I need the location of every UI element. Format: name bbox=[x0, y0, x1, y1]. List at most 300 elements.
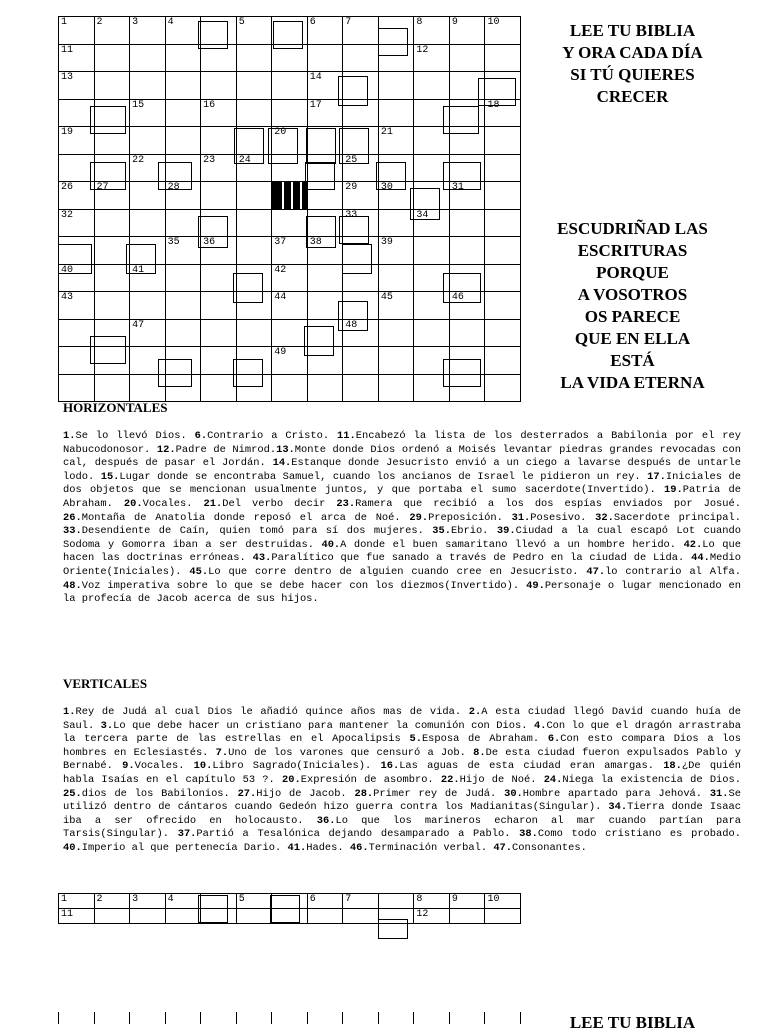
clue-text: Con esto compara Dios a los hombres en Eclesiastés. bbox=[63, 733, 741, 759]
grid-cell[interactable] bbox=[165, 264, 202, 293]
clue-number-label: 42. bbox=[683, 538, 703, 551]
grid-cell[interactable] bbox=[129, 893, 166, 909]
grid-cell[interactable] bbox=[200, 319, 237, 348]
grid-cell[interactable] bbox=[94, 374, 131, 403]
grid-cell[interactable] bbox=[484, 16, 521, 45]
grid-line bbox=[484, 1012, 485, 1024]
clue-text: Uno de los varones que censuró a Job. bbox=[228, 746, 474, 759]
misaligned-box bbox=[339, 128, 369, 164]
clue-number-label: 49. bbox=[526, 579, 545, 592]
grid-cell[interactable] bbox=[378, 374, 415, 403]
misaligned-box bbox=[233, 359, 263, 387]
misaligned-box bbox=[443, 162, 481, 190]
vertical-clues bbox=[63, 706, 741, 856]
clue-number-label: 40. bbox=[63, 841, 82, 854]
clue-text: Encabezó la lista de los desterrados a Babilonia por el rey Nabucodonosor. bbox=[63, 430, 741, 456]
grid-cell[interactable] bbox=[307, 44, 344, 73]
clue-number-label: 47. bbox=[586, 565, 606, 578]
misaligned-box bbox=[158, 162, 192, 190]
clue-number: 21 bbox=[380, 127, 393, 138]
clue-number: 8 bbox=[416, 17, 423, 28]
clue-number-label: 9. bbox=[122, 760, 135, 773]
grid-cell[interactable] bbox=[342, 893, 379, 909]
grid-cell[interactable] bbox=[271, 209, 308, 238]
grid-cell[interactable] bbox=[58, 71, 95, 100]
clue-text: Preposición. bbox=[428, 511, 512, 524]
clue-number: 38 bbox=[309, 237, 322, 248]
grid-cell[interactable] bbox=[94, 16, 131, 45]
grid-cell[interactable] bbox=[129, 71, 166, 100]
clue-text: Vocales. bbox=[142, 497, 204, 510]
clue-number-label: 44. bbox=[691, 552, 710, 565]
grid-cell[interactable] bbox=[271, 71, 308, 100]
clue-text: Hades. bbox=[306, 841, 350, 854]
crossword-grid bbox=[58, 16, 520, 388]
grid-cell[interactable] bbox=[236, 16, 273, 45]
grid-cell[interactable] bbox=[165, 16, 202, 45]
clue-number: 26 bbox=[61, 182, 74, 193]
clue-text: Terminación verbal. bbox=[368, 841, 494, 854]
grid-line bbox=[413, 1012, 414, 1024]
clue-number-label: 12. bbox=[156, 443, 176, 456]
grid-cell[interactable] bbox=[484, 291, 521, 320]
verse-line: SI TÚ QUIERES bbox=[570, 65, 695, 84]
clue-text: Expresión de asombro. bbox=[300, 773, 441, 786]
grid-cell[interactable] bbox=[484, 181, 521, 210]
clue-number-label: 31. bbox=[511, 511, 531, 524]
grid-cell[interactable] bbox=[378, 346, 415, 375]
grid-cell[interactable] bbox=[342, 346, 379, 375]
misaligned-box bbox=[338, 301, 368, 331]
clue-number-label: 39. bbox=[496, 525, 516, 538]
grid-cell[interactable] bbox=[200, 346, 237, 375]
grid-cell[interactable] bbox=[94, 209, 131, 238]
grid-cell[interactable] bbox=[342, 374, 379, 403]
grid-cell[interactable] bbox=[129, 16, 166, 45]
grid-cell[interactable] bbox=[271, 374, 308, 403]
grid-cell[interactable] bbox=[484, 126, 521, 155]
clue-number: 6 bbox=[309, 894, 316, 905]
clue-number: 19 bbox=[61, 127, 74, 138]
clue-number-label: 37. bbox=[177, 828, 197, 841]
clue-number-label: 16. bbox=[380, 760, 400, 773]
grid-cell[interactable] bbox=[165, 236, 202, 265]
clue-text: Imperio al que pertenecía Dario. bbox=[81, 841, 288, 854]
grid-line bbox=[271, 1012, 272, 1024]
misaligned-box bbox=[378, 28, 408, 56]
clue-number: 15 bbox=[132, 99, 145, 111]
clue-number-label: 27. bbox=[237, 787, 257, 800]
clue-number: 20 bbox=[274, 127, 287, 138]
grid-cell[interactable] bbox=[484, 893, 521, 909]
grid-cell[interactable] bbox=[236, 209, 273, 238]
grid-cell[interactable] bbox=[165, 44, 202, 73]
clue-text: Con lo que el dragón arrastraba la tercera parte de las estrellas en el Apocalipsis bbox=[63, 719, 741, 746]
clue-number: 4 bbox=[167, 894, 174, 905]
clue-text: Voz imperativa sobre lo que se debe hacer con los diezmos(Invertido). bbox=[81, 579, 527, 592]
clue-number: 31 bbox=[451, 182, 464, 193]
misaligned-box bbox=[443, 106, 479, 134]
clue-number: 41 bbox=[132, 264, 145, 276]
grid-cell[interactable] bbox=[165, 99, 202, 128]
clue-number: 22 bbox=[132, 154, 145, 166]
grid-cell[interactable] bbox=[58, 908, 95, 924]
clue-number-label: 34. bbox=[608, 801, 628, 814]
grid-cell[interactable] bbox=[413, 44, 450, 73]
clue-text: Iniciales de dos objetos que se mencionan usualmente juntos, y que portaba el sumo sacerdote(Invertido). bbox=[63, 470, 741, 497]
verse-line: CRECER bbox=[596, 87, 669, 106]
clue-number-label: 10. bbox=[193, 760, 213, 773]
grid-cell[interactable] bbox=[378, 126, 415, 155]
grid-cell[interactable] bbox=[129, 291, 166, 320]
clue-number-label: 8. bbox=[473, 746, 486, 759]
grid-cell[interactable] bbox=[449, 16, 486, 45]
crossword-grid-copy-top bbox=[58, 1012, 520, 1024]
verse-read-bible-copy: LEE TU BIBLIA bbox=[569, 1013, 696, 1032]
grid-cell[interactable] bbox=[449, 319, 486, 348]
clue-text: Montaña de Anatolia donde reposó el arca de Noé. bbox=[81, 511, 410, 524]
verse-line: ESCUDRIÑAD LAS bbox=[557, 219, 708, 238]
grid-cell[interactable] bbox=[271, 264, 308, 293]
grid-cell[interactable] bbox=[413, 16, 450, 45]
grid-cell[interactable] bbox=[236, 44, 273, 73]
clue-number-label: 13. bbox=[276, 443, 295, 456]
misaligned-box bbox=[90, 106, 126, 134]
clue-number: 14 bbox=[309, 72, 322, 83]
clue-number-label: 32. bbox=[595, 511, 614, 524]
grid-cell[interactable] bbox=[413, 908, 450, 924]
horizontal-clues bbox=[63, 430, 741, 607]
clue-number-label: 24. bbox=[543, 773, 563, 786]
misaligned-box bbox=[158, 359, 192, 387]
verticales-heading: VERTICALES bbox=[63, 676, 148, 691]
grid-cell[interactable] bbox=[378, 71, 415, 100]
grid-cell[interactable] bbox=[484, 154, 521, 183]
grid-cell[interactable] bbox=[307, 893, 344, 909]
clue-number-label: 29. bbox=[409, 511, 429, 524]
grid-cell[interactable] bbox=[236, 908, 273, 924]
misaligned-box bbox=[305, 162, 335, 190]
clue-text: Personaje o lugar mencionado en la profecía de Jacob acerca de sus hijos. bbox=[63, 579, 741, 606]
grid-cell[interactable] bbox=[200, 99, 237, 128]
clue-number: 12 bbox=[416, 909, 429, 920]
grid-cell[interactable] bbox=[484, 346, 521, 375]
verse-line: ESTÁ bbox=[610, 351, 655, 370]
grid-line bbox=[58, 1012, 59, 1024]
grid-cell[interactable] bbox=[484, 908, 521, 924]
block-stripe bbox=[291, 182, 293, 209]
clue-number-label: 45. bbox=[189, 565, 209, 578]
clue-number: 45 bbox=[380, 292, 393, 303]
grid-cell[interactable] bbox=[165, 319, 202, 348]
clue-number-label: 25. bbox=[63, 787, 82, 800]
clue-text: Primer rey de Judá. bbox=[373, 787, 505, 800]
grid-line bbox=[94, 1012, 95, 1024]
clue-number: 27 bbox=[96, 182, 109, 193]
clue-number-label: 2. bbox=[468, 706, 482, 718]
clue-text: Las aguas de esta ciudad eran amargas. bbox=[399, 760, 664, 773]
grid-cell[interactable] bbox=[484, 209, 521, 238]
grid-cell[interactable] bbox=[165, 893, 202, 909]
clue-number-label: 4. bbox=[533, 719, 547, 732]
clue-number-label: 22. bbox=[440, 773, 460, 786]
clue-number-label: 14. bbox=[272, 457, 292, 470]
clue-number-label: 36. bbox=[316, 814, 336, 827]
misaligned-box bbox=[268, 128, 298, 164]
grid-cell[interactable] bbox=[484, 374, 521, 403]
grid-line bbox=[449, 1012, 450, 1024]
clue-text: A donde el buen samaritano llevó a un hombre herido. bbox=[340, 538, 684, 551]
clue-number: 3 bbox=[132, 894, 139, 905]
grid-cell[interactable] bbox=[413, 893, 450, 909]
verse-line: PORQUE bbox=[596, 263, 669, 282]
grid-cell[interactable] bbox=[484, 236, 521, 265]
verse-line: LEE TU BIBLIA bbox=[569, 21, 696, 40]
grid-cell[interactable] bbox=[449, 908, 486, 924]
clue-number: 43 bbox=[61, 292, 74, 303]
clue-number: 25 bbox=[345, 154, 358, 166]
grid-cell[interactable] bbox=[413, 236, 450, 265]
verse-search-scriptures bbox=[535, 218, 730, 394]
verse-line: ESCRITURAS bbox=[577, 241, 688, 260]
grid-cell[interactable] bbox=[271, 346, 308, 375]
clue-number: 7 bbox=[345, 17, 352, 28]
clue-text: Lo que corre dentro de alguien cuando cree en Jesucristo. bbox=[208, 565, 587, 578]
grid-cell[interactable] bbox=[484, 44, 521, 73]
grid-line bbox=[236, 1012, 237, 1024]
grid-cell[interactable] bbox=[165, 126, 202, 155]
clue-text: Vocales. bbox=[134, 760, 194, 773]
grid-cell[interactable] bbox=[342, 44, 379, 73]
grid-cell[interactable] bbox=[378, 893, 415, 909]
grid-cell[interactable] bbox=[342, 16, 379, 45]
clue-text: Desendiente de Caín, quien tomó para sí dos mujeres. bbox=[81, 525, 433, 538]
clue-text: Lo que debe hacer un cristiano para mantener la comunión con Dios. bbox=[113, 719, 534, 732]
grid-cell[interactable] bbox=[94, 264, 131, 293]
grid-line bbox=[520, 1012, 521, 1024]
grid-cell[interactable] bbox=[200, 374, 237, 403]
grid-cell[interactable] bbox=[236, 71, 273, 100]
grid-cell[interactable] bbox=[200, 154, 237, 183]
grid-cell[interactable] bbox=[58, 16, 95, 45]
verse-line: Y ORA CADA DÍA bbox=[562, 43, 703, 62]
clue-number: 18 bbox=[487, 99, 500, 111]
misaligned-box bbox=[478, 78, 516, 106]
clue-number: 2 bbox=[96, 17, 103, 28]
grid-cell[interactable] bbox=[129, 908, 166, 924]
clue-number: 13 bbox=[61, 72, 74, 83]
clue-number-label: 3. bbox=[100, 719, 114, 732]
grid-cell[interactable] bbox=[307, 374, 344, 403]
grid-cell[interactable] bbox=[342, 908, 379, 924]
grid-cell[interactable] bbox=[94, 893, 131, 909]
clue-text: Medio Oriente(Iniciales). bbox=[63, 552, 742, 578]
grid-cell[interactable] bbox=[129, 44, 166, 73]
grid-cell[interactable] bbox=[200, 181, 237, 210]
grid-cell[interactable] bbox=[271, 319, 308, 348]
clue-text: Padre de Nimrod. bbox=[175, 443, 277, 456]
clue-number-label: 5. bbox=[409, 733, 422, 746]
grid-cell[interactable] bbox=[378, 99, 415, 128]
misaligned-box bbox=[198, 895, 228, 923]
clue-text: Libro Sagrado(Iniciales). bbox=[212, 760, 381, 773]
clue-number-label: 31. bbox=[709, 787, 729, 800]
grid-cell[interactable] bbox=[94, 908, 131, 924]
grid-cell[interactable] bbox=[58, 374, 95, 403]
grid-cell[interactable] bbox=[129, 319, 166, 348]
grid-cell[interactable] bbox=[413, 319, 450, 348]
misaligned-box bbox=[126, 244, 156, 274]
clue-number: 17 bbox=[309, 99, 322, 111]
clue-text: A esta ciudad llegó David cuando huía de Saul. bbox=[63, 706, 742, 732]
clue-number: 5 bbox=[238, 17, 245, 28]
clue-number: 1 bbox=[61, 894, 68, 905]
clue-number: 48 bbox=[345, 319, 358, 331]
clue-text: Estanque donde Jesucristo envió a un ciego a lavarse después de untarle lodo. bbox=[63, 457, 741, 483]
misaligned-box bbox=[306, 128, 336, 164]
grid-cell[interactable] bbox=[94, 71, 131, 100]
grid-cell[interactable] bbox=[94, 236, 131, 265]
misaligned-box bbox=[306, 216, 336, 248]
grid-cell[interactable] bbox=[271, 236, 308, 265]
grid-cell[interactable] bbox=[165, 209, 202, 238]
grid-cell[interactable] bbox=[378, 236, 415, 265]
grid-cell[interactable] bbox=[94, 291, 131, 320]
grid-cell[interactable] bbox=[307, 908, 344, 924]
grid-cell[interactable] bbox=[449, 44, 486, 73]
misaligned-box bbox=[233, 273, 263, 303]
clue-number: 9 bbox=[451, 17, 458, 28]
grid-cell[interactable] bbox=[342, 181, 379, 210]
clue-number: 49 bbox=[274, 347, 287, 358]
grid-cell[interactable] bbox=[200, 291, 237, 320]
grid-cell[interactable] bbox=[94, 44, 131, 73]
grid-cell[interactable] bbox=[200, 264, 237, 293]
grid-cell[interactable] bbox=[236, 319, 273, 348]
grid-cell[interactable] bbox=[271, 291, 308, 320]
grid-cell[interactable] bbox=[129, 99, 166, 128]
clue-number: 1 bbox=[61, 17, 68, 28]
misaligned-box bbox=[339, 216, 369, 244]
grid-cell[interactable] bbox=[58, 209, 95, 238]
clue-number: 28 bbox=[167, 182, 180, 193]
grid-cell[interactable] bbox=[378, 291, 415, 320]
clue-text: Partió a Tesalónica dejando desamparado a Pablo. bbox=[196, 828, 520, 841]
misaligned-box bbox=[378, 919, 408, 939]
clue-text: De esta ciudad fueron expulsados Pablo y Bernabé. bbox=[63, 746, 741, 773]
grid-cell[interactable] bbox=[449, 236, 486, 265]
grid-cell[interactable] bbox=[449, 893, 486, 909]
grid-line bbox=[342, 1012, 343, 1024]
clue-number: 37 bbox=[274, 237, 287, 248]
clue-number-label: 15. bbox=[100, 470, 120, 483]
grid-cell[interactable] bbox=[271, 99, 308, 128]
misaligned-box bbox=[338, 76, 368, 106]
clue-number-label: 20. bbox=[123, 497, 143, 510]
clue-number-label: 48. bbox=[63, 579, 82, 592]
clue-number: 35 bbox=[167, 237, 180, 248]
clue-text: Como todo cristiano es probado. bbox=[537, 828, 741, 841]
grid-cell[interactable] bbox=[58, 291, 95, 320]
clue-number: 34 bbox=[416, 209, 429, 221]
grid-line bbox=[165, 1012, 166, 1024]
clue-text: Posesivo. bbox=[530, 511, 596, 524]
grid-cell[interactable] bbox=[271, 181, 308, 210]
clue-number-label: 23. bbox=[336, 497, 356, 510]
clue-number-label: 6. bbox=[547, 733, 561, 746]
misaligned-box bbox=[270, 895, 300, 923]
grid-line bbox=[307, 1012, 308, 1024]
grid-cell[interactable] bbox=[236, 893, 273, 909]
grid-cell[interactable] bbox=[484, 264, 521, 293]
clue-number-label: 41. bbox=[287, 841, 307, 854]
clue-number: 5 bbox=[238, 894, 245, 905]
clue-text: Ramera que recibió a los dos espías enviados por Josué. bbox=[355, 497, 741, 510]
grid-cell[interactable] bbox=[165, 71, 202, 100]
clue-number-label: 17. bbox=[647, 470, 666, 483]
grid-cell[interactable] bbox=[236, 236, 273, 265]
grid-cell[interactable] bbox=[165, 291, 202, 320]
misaligned-box bbox=[342, 244, 372, 274]
verse-line: LA VIDA ETERNA bbox=[560, 373, 705, 392]
grid-cell[interactable] bbox=[378, 264, 415, 293]
grid-cell[interactable] bbox=[307, 264, 344, 293]
clue-number-label: 18. bbox=[663, 760, 682, 773]
misaligned-box bbox=[443, 359, 481, 387]
grid-cell[interactable] bbox=[378, 319, 415, 348]
grid-cell[interactable] bbox=[58, 44, 95, 73]
misaligned-box bbox=[198, 216, 228, 248]
clue-text: Lo que los marineros echaron al mar cuando partían para Tarsis(Singular). bbox=[63, 814, 741, 841]
grid-cell[interactable] bbox=[484, 319, 521, 348]
clue-number-label: 11. bbox=[337, 430, 356, 442]
clue-number-label: 1. bbox=[63, 706, 76, 718]
misaligned-box bbox=[376, 162, 406, 190]
clue-number: 23 bbox=[203, 154, 216, 166]
clue-text: Paralítico que fue sanado a través de Pedro en la ciudad de Lida. bbox=[271, 552, 692, 565]
clue-text: lo contrario al Alfa. bbox=[605, 565, 741, 578]
grid-cell[interactable] bbox=[58, 893, 95, 909]
grid-cell[interactable] bbox=[200, 126, 237, 155]
grid-cell[interactable] bbox=[449, 209, 486, 238]
grid-cell[interactable] bbox=[129, 126, 166, 155]
clue-number: 4 bbox=[167, 17, 174, 28]
clue-number: 32 bbox=[61, 209, 74, 221]
clue-text: Esposa de Abraham. bbox=[421, 733, 548, 746]
clue-text: dios de los Babilonios. bbox=[81, 787, 238, 800]
clue-number-label: 30. bbox=[504, 787, 523, 800]
grid-cell[interactable] bbox=[129, 209, 166, 238]
grid-cell[interactable] bbox=[200, 71, 237, 100]
clue-number: 11 bbox=[61, 44, 74, 56]
clue-number-label: 47. bbox=[493, 841, 513, 854]
clue-number-label: 26. bbox=[63, 511, 82, 524]
clue-number: 10 bbox=[487, 17, 500, 28]
clue-number: 47 bbox=[132, 319, 145, 331]
grid-cell[interactable] bbox=[236, 99, 273, 128]
grid-cell[interactable] bbox=[165, 908, 202, 924]
grid-cell[interactable] bbox=[378, 209, 415, 238]
clue-number: 11 bbox=[61, 909, 74, 920]
clue-number: 36 bbox=[203, 237, 216, 248]
grid-cell[interactable] bbox=[236, 181, 273, 210]
clue-text: ¿De quién habla Isaías en el capítulo 53 ?. bbox=[63, 760, 741, 786]
clue-number: 24 bbox=[238, 154, 251, 166]
clue-number: 39 bbox=[380, 237, 393, 248]
grid-cell[interactable] bbox=[413, 71, 450, 100]
misaligned-box bbox=[304, 326, 334, 356]
grid-cell[interactable] bbox=[307, 16, 344, 45]
